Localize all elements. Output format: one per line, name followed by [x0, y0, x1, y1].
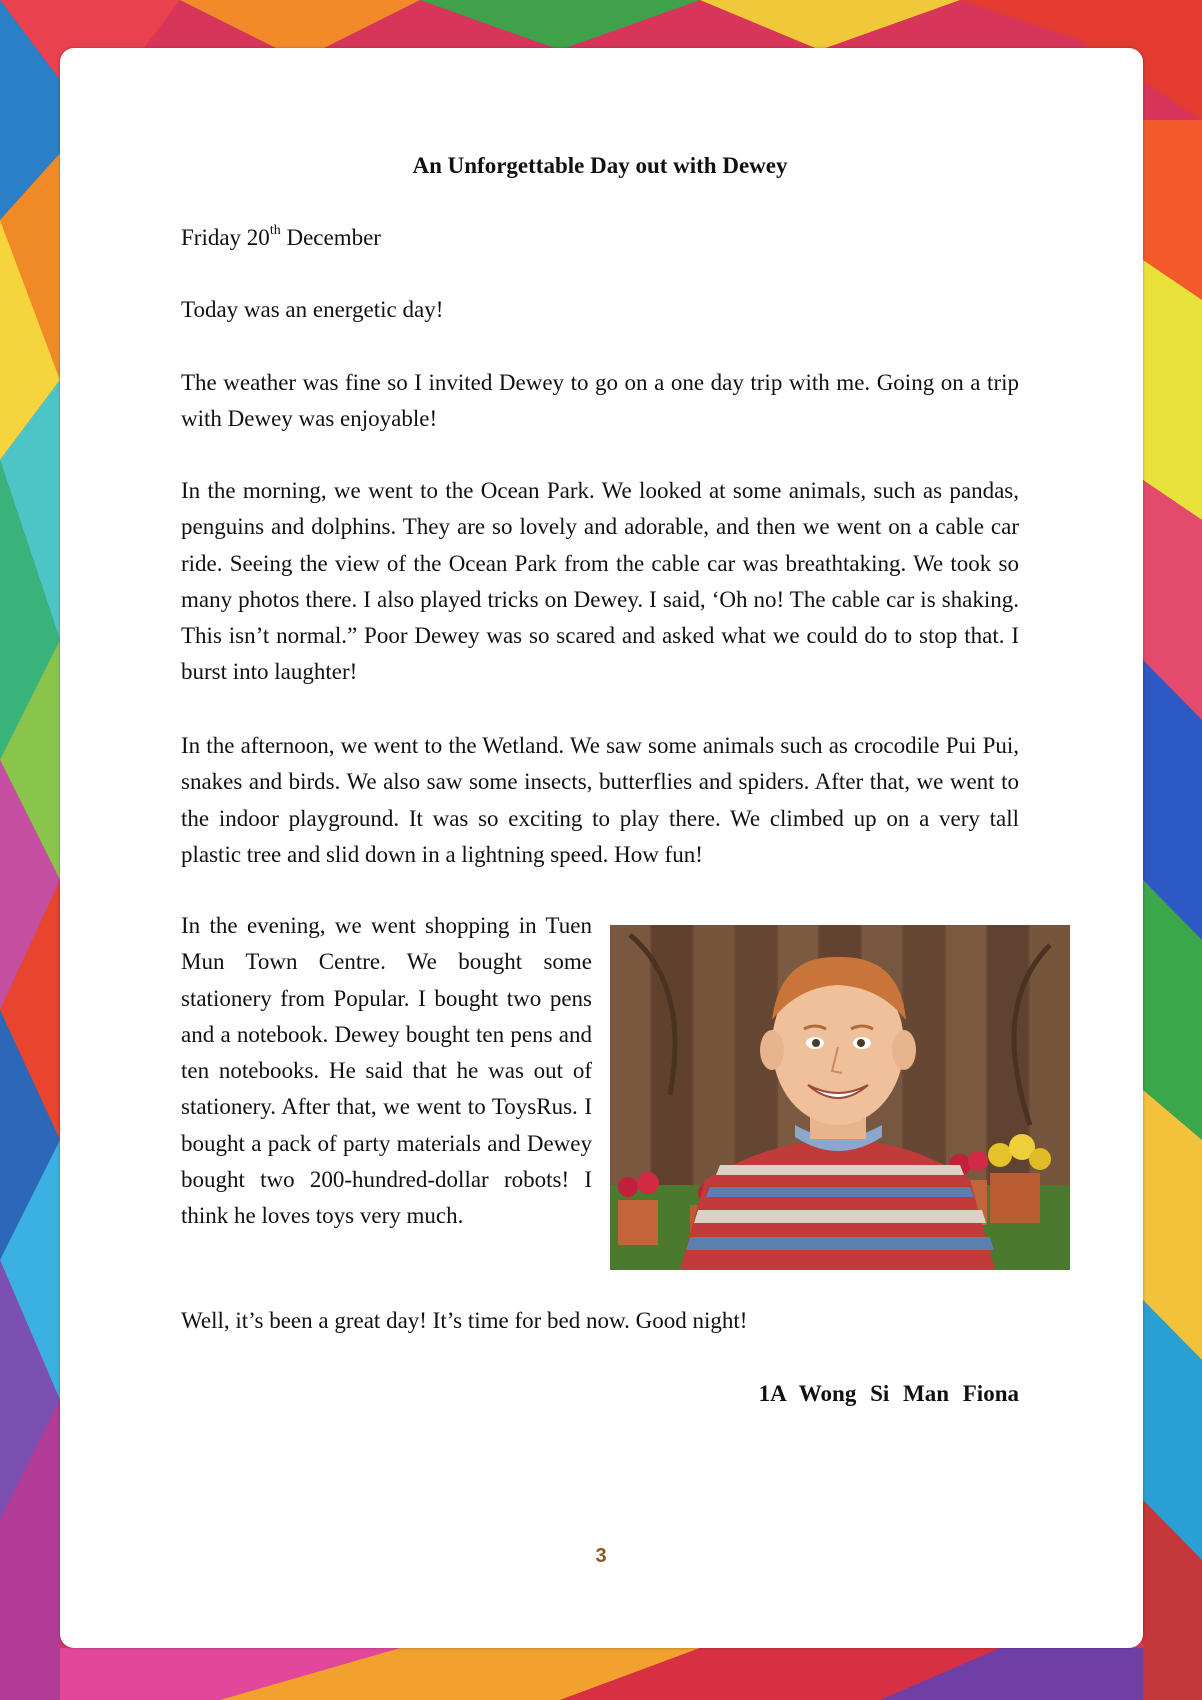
paragraph-closing: Well, it’s been a great day! It’s time for bed now. Good night!: [181, 1308, 748, 1333]
dewey-photo: [610, 925, 1070, 1270]
date-day: Friday 20: [181, 225, 270, 250]
document-title: An Unforgettable Day out with Dewey: [412, 153, 788, 178]
paragraph-intro: Today was an energetic day!: [181, 297, 444, 322]
date-ordinal: th: [269, 223, 281, 239]
diary-date: [181, 220, 1019, 256]
paragraph-afternoon: In the afternoon, we went to the Wetland. We saw some animals such as crocodile Pui Pui, snakes and birds. We also saw some insects, butterflies and spiders. After that, we went to the indoor playground. It was so exciting to play there. We climbed up on a very tall plastic tree and slid down in a lightning speed. How fun!: [181, 733, 1019, 867]
paragraph-weather: The weather was fine so I invited Dewey to go on a one day trip with me. Going on a trip with Dewey was enjoyable!: [181, 370, 1019, 432]
author-signature: 1A Wong Si Man Fiona: [758, 1381, 1019, 1406]
paragraph-evening: In the evening, we went shopping in Tuen Mun Town Centre. We bought some stationery from Popular. I bought two pens and a notebook. Dewey bought ten pens and ten notebooks. He said that he was out of stationery. After that, we went to ToysRus. I bought a pack of party materials and Dewey bought two 200-hundred-dollar robots! I think he loves toys very much.: [181, 913, 592, 1229]
paragraph-morning: In the morning, we went to the Ocean Park. We looked at some animals, such as pandas, penguins and dolphins. They are so lovely and adorable, and then we went on a cable car ride. Seeing the view of the Ocean Park from the cable car was breathtaking. We took so many photos there. I also played tricks on Dewey. I said, ‘Oh no! The cable car is shaking. This isn’t normal.” Poor Dewey was so scared and asked what we could do to stop that. I burst into laughter!: [181, 478, 1019, 685]
page-number: 3: [595, 1545, 607, 1567]
date-month: December: [280, 225, 381, 250]
